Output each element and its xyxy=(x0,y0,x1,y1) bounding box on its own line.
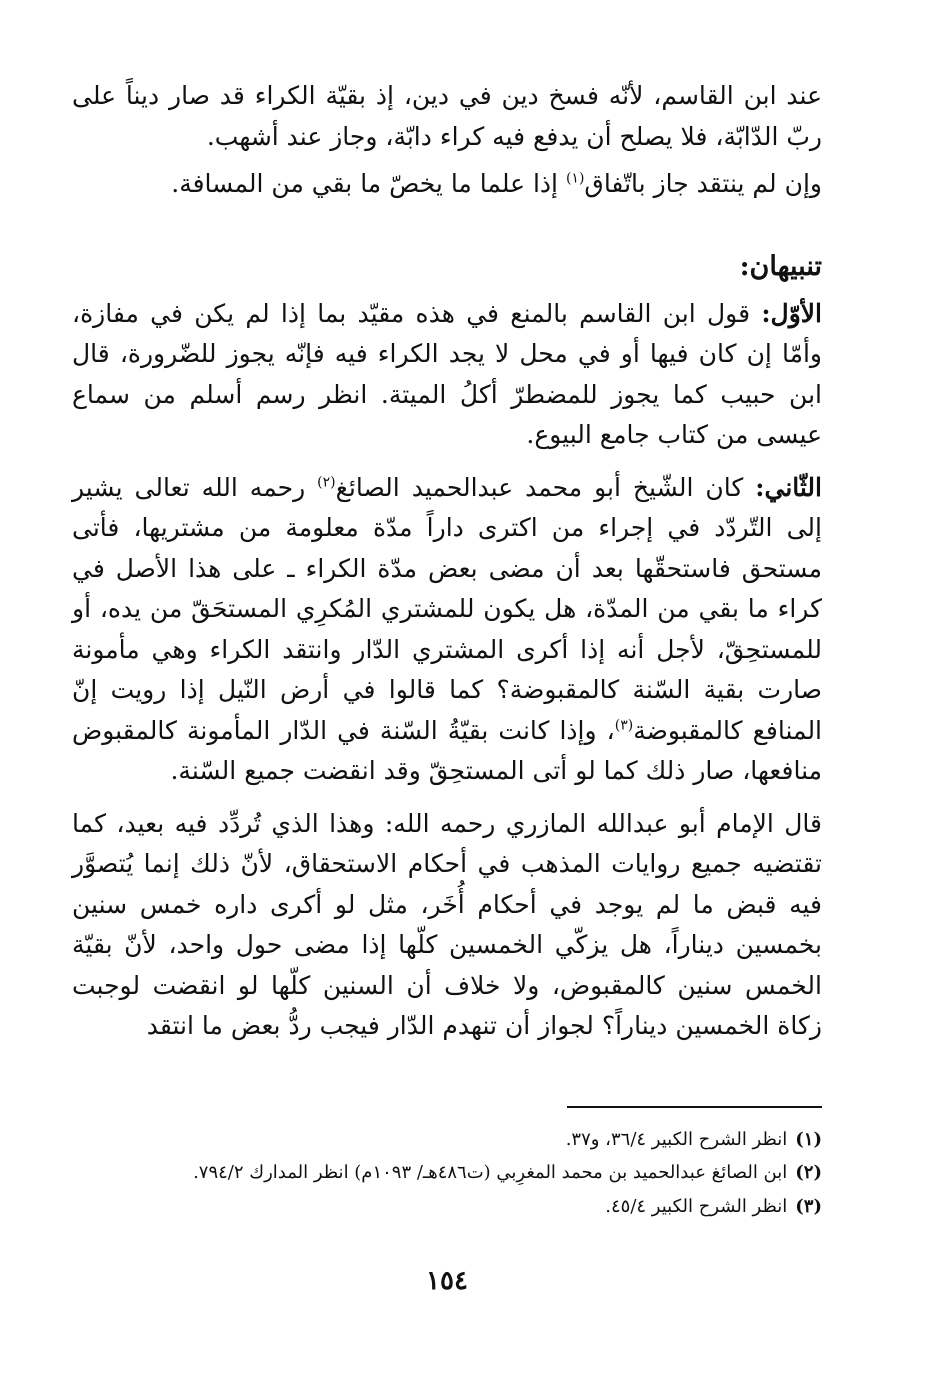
footnote-ref: (١) xyxy=(565,170,585,187)
footnote-number: (١) xyxy=(795,1129,822,1150)
footnote-divider xyxy=(567,1106,822,1108)
footnote-ref: (٣) xyxy=(614,717,634,734)
intro-paragraph: عند ابن القاسم، لأنّه فسخ دين في دين، إذ بقيّة الكراء قد صار ديناً على ربّ الدّابّة، فلا يصلح أن يدفع فيه كراء دابّة، وجاز عند أشهب. xyxy=(72,81,822,151)
footnote-ref: (٢) xyxy=(317,474,336,491)
page-number: ١٥٤ xyxy=(426,1266,468,1296)
intro-paragraph-2 xyxy=(72,164,822,205)
section-heading: تنبيهان: xyxy=(739,250,822,282)
footnote-text: ابن الصائغ عبدالحميد بن محمد المغرِبي (ت٤٨٦هـ/ ١٠٩٣م) انظر المدارك ٧٩٤/٢. xyxy=(193,1162,788,1184)
intro-text: وإن لم ينتقد جاز باتّفاق xyxy=(584,169,822,198)
footnotes-list xyxy=(72,1123,822,1223)
footnote-item xyxy=(72,1156,822,1189)
first-note-lead: الأوّل: xyxy=(761,298,822,328)
second-note-text-c: ، وإذا كانت بقيّةُ السّنة في الدّار المأمونة كالمقبوض منافعها، صار ذلك كما لو أتى المستحِقّ وقد انقضت جميع السّنة. xyxy=(72,715,822,786)
second-note-paragraph xyxy=(72,468,822,792)
footnote-number: (٢) xyxy=(795,1162,822,1184)
footnote-item xyxy=(72,1190,822,1223)
intro-text-cont: إذا علما ما يخصّ ما بقي من المسافة. xyxy=(171,169,566,198)
mazari-paragraph: قال الإمام أبو عبدالله المازري رحمه الله: وهذا الذي تُردِّد فيه بعيد، كما تقتضيه جميع روايات المذهب في أحكام الاستحقاق، لأنّ ذلك إنما يُتصوَّر فيه قبض ما لم يوجد في أحكام أُخَر، مثل لو أكرى داره خمس سنين بخمسين ديناراً، هل يزكّي الخمسين كلّها إذا مضى حول واحد، لأنّ بقيّة الخمس سنين كالمقبوض، ولا خلاف أن السنين كلّها لو انقضت لوجبت زكاة الخمسين ديناراً؟ لجواز أن تنهدم الدّار فيجب ردُّ بعض ما انتقد xyxy=(72,808,822,1041)
footnote-text: انظر الشرح الكبير ٤٥/٤. xyxy=(605,1195,788,1217)
first-note-text: قول ابن القاسم بالمنع في هذه مقيّد بما إذا لم يكن في مفازة، وأمّا إن كان فيها أو في محل لا يجد الكراء فيه فإنّه يجوز للضّرورة، قال ابن حبيب كما يجوز للمضطرّ أكلُ الميتة. انظر رسم أسلم من سماع عيسى من كتاب جامع البيوع. xyxy=(72,298,822,450)
second-note-text-a: كان الشّيخ أبو محمد عبدالحميد الصائغ xyxy=(335,472,756,502)
second-note-text-b: رحمه الله تعالى يشير إلى التّردّد في إجراء من اكترى داراً مدّة معلومة من مشتريها، فأتى مستحق فاستحقّها بعد أن مضى بعض مدّة الكراء ـ على هذا الأصل في كراء ما بقي من المدّة، هل يكون للمشتري المُكرِي المستحَقّ من يده، أو للمستحِقّ، لأجل أنه إذا أكرى المشتري الدّار وانتقد الكراء وهي مأمونة صارت بقية السّنة كالمقبوضة؟ كما قالوا في أرض النّيل إذا رويت إنّ المنافع كالمقبوضة xyxy=(72,472,823,745)
book-page xyxy=(72,76,822,1366)
footnote-text: انظر الشرح الكبير ٣٦/٤، و٣٧. xyxy=(565,1129,788,1150)
footnote-item xyxy=(72,1123,822,1156)
footnote-number: (٣) xyxy=(795,1195,822,1217)
first-note-paragraph xyxy=(72,294,822,456)
second-note-lead: الثّاني: xyxy=(755,472,822,502)
